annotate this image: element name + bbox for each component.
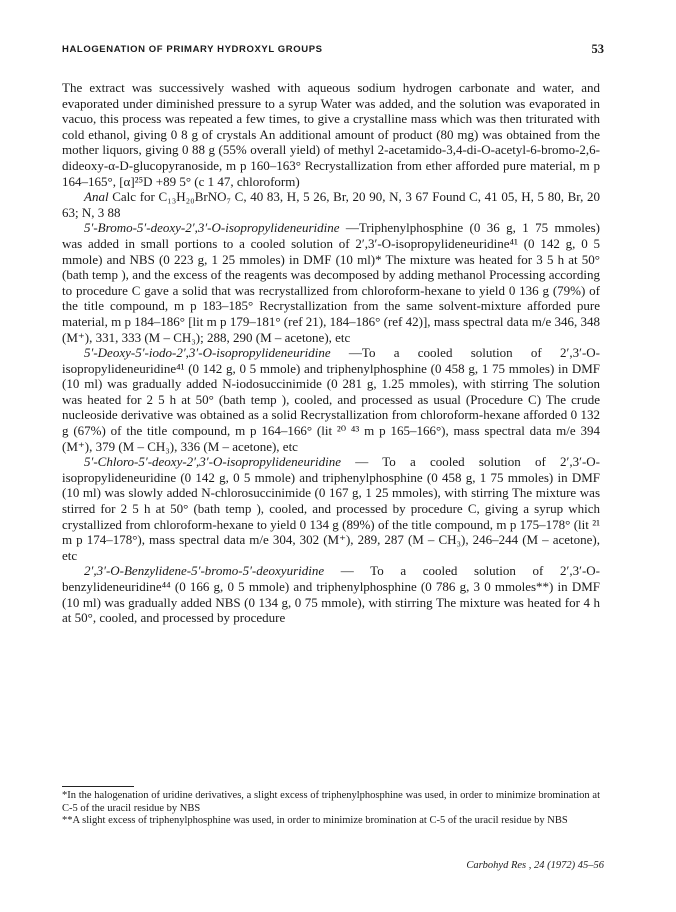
page-header xyxy=(62,44,604,64)
paragraph-bromo-isopropylidene xyxy=(62,220,600,345)
paragraph-text: — To a cooled solution of 2′,3′-O-isopropylideneuridine (0 142 g, 0 5 mmole) and triphenylphosphine (0 458 g, 1 75 mmoles) in DMF (10 ml) was slowly added N-chlorosuccinimide (0 167 g, 1 25 mmoles), with stirring The mixture was stirred for 2 5 h at 50° (bath temp ), cooled, and processed by procedure C, giving a syrup which crystallized from chloroform-hexane to yield 0 134 g (89%) of the title compound, m p 175–178° (lit ²¹ m p 174–178°), mass spectral data m/e 304, 302 (M⁺), 289, 287 (M – CH₃), 246–244 (M – acetone), etc xyxy=(62,454,600,563)
paragraph-title: 5′-Bromo-5′-deoxy-2′,3′-O-isopropylideneuridine xyxy=(84,220,340,236)
paragraph-analysis xyxy=(62,189,600,220)
footnote-divider xyxy=(62,786,134,787)
body-text xyxy=(62,80,600,626)
paragraph-title: 5′-Deoxy-5′-iodo-2′,3′-O-isopropylideneuridine xyxy=(84,345,331,361)
journal-reference: Carbohyd Res , 24 (1972) 45–56 xyxy=(466,860,604,871)
footnote: **A slight excess of triphenylphosphine was used, in order to minimize bromination at C-5 of the uracil residue by NBS xyxy=(62,815,568,827)
paragraph-iodo-isopropylidene xyxy=(62,345,600,454)
paragraph-title: Anal xyxy=(84,189,109,205)
paragraph-text: — To a cooled solution of 2′,3′-O-benzylideneuridine⁴⁴ (0 166 g, 0 5 mmole) and triphenylphosphine (0 786 g, 3 0 mmoles**) in DMF (10 ml) was gradually added NBS (0 134 g, 0 75 mmole), with stirring The mixture was heated for 4 h at 50°, cooled, and processed by procedure xyxy=(62,563,600,626)
paragraph-text: The extract was successively washed with aqueous sodium hydrogen carbonate and water, and evaporated under diminished pressure to a syrup Water was added, and the solution was evaporated in vacuo, this process was repeated a few times, to give a crystalline mass which was then triturated with cold ethanol, giving 0 8 g of crystals An additional amount of product (80 mg) was obtained from the mother liquors, giving 0 88 g (55% overall yield) of methyl 2-acetamido-3,4-di-O-acetyl-6-bromo-2,6-dideoxy-α-D-glucopyranoside, m p 160–163° Recrystallization from ether afforded pure material, m p 164–165°, [α]²⁵D +89 5° (c 1 47, chloroform) xyxy=(62,80,600,189)
paragraph-text: —Triphenylphosphine (0 36 g, 1 75 mmoles) was added in small portions to a cooled solution of 2′,3′-O-isopropylideneuridine⁴¹ (0 142 g, 0 5 mmole) and NBS (0 223 g, 1 25 mmoles) in DMF (10 ml)* The mixture was heated for 3 5 h at 50° (bath temp ), and the excess of the reagents was decomposed by adding methanol Processing according to procedure C gave a solid that was recrystallized from chloroform-hexane to yield 0 136 g (79%) of the title compound, m p 183–185° Recrystallization from the same solvent-mixture afforded pure material, m p 184–186° [lit m p 179–181° (ref 21), 184–186° (ref 42)], mass spectral data m/e 346, 348 (M⁺), 331, 333 (M – CH₃); 288, 290 (M – acetone), etc xyxy=(62,220,600,345)
paragraph-benzylidene-bromo xyxy=(62,563,600,625)
paragraph-chloro-isopropylidene xyxy=(62,454,600,563)
paragraph-text: —To a cooled solution of 2′,3′-O-isopropylideneuridine⁴¹ (0 142 g, 0 5 mmole) and triphenylphosphine (0 458 g, 1 75 mmoles) in DMF (10 ml) was gradually added N-iodosuccinimide (0 281 g, 1.25 mmoles), with stirring The solution was heated for 2 5 h at 50° (bath temp ), cooled, and processed as usual (Procedure C) The crude nucleoside derivative was obtained as a solid Recrystallization from chloroform-hexane afforded 0 132 g (67%) of the title compound, m p 164–166° (lit ²⁰ ⁴³ m p 165–166°), mass spectral data m/e 394 (M⁺), 379 (M – CH₃), 336 (M – acetone), etc xyxy=(62,345,600,454)
running-head: HALOGENATION OF PRIMARY HYDROXYL GROUPS xyxy=(62,44,323,55)
footnotes xyxy=(62,790,600,828)
paragraph-text: Calc for C₁₃H₂₀BrNO₇ C, 40 83, H, 5 26, Br, 20 90, N, 3 67 Found C, 41 05, H, 5 80, Br, 20 63; N, 3 88 xyxy=(62,189,600,220)
paragraph-extract-workup xyxy=(62,80,600,189)
page-number: 53 xyxy=(591,42,604,56)
paragraph-title: 2′,3′-O-Benzylidene-5′-bromo-5′-deoxyuridine xyxy=(84,563,325,579)
paragraph-title: 5′-Chloro-5′-deoxy-2′,3′-O-isopropylideneuridine xyxy=(84,454,341,470)
footnote: *In the halogenation of uridine derivatives, a slight excess of triphenylphosphine was used, in order to minimize bromination at C-5 of the uracil residue by NBS xyxy=(62,790,600,814)
